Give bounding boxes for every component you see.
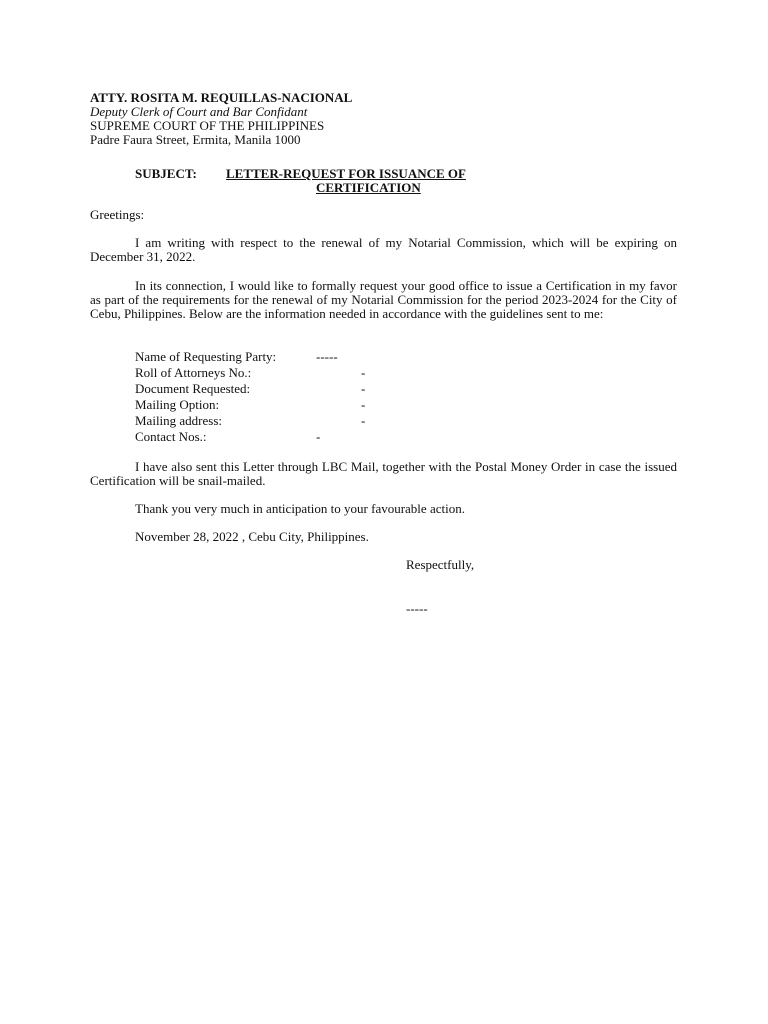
signature: -----: [406, 601, 428, 616]
subject-title-line2: CERTIFICATION: [316, 180, 421, 195]
field-value: -: [361, 397, 366, 412]
date-line: November 28, 2022 , Cebu City, Philippines.: [135, 529, 369, 544]
field-row: [135, 398, 435, 414]
field-value: -: [361, 365, 366, 380]
paragraph-lbc-mail: I have also sent this Letter through LBC Mail, together with the Postal Money Order in case the issued Certification will be snail-mailed.: [90, 459, 677, 488]
field-label: Mailing Option:: [135, 397, 220, 412]
field-row: [135, 414, 435, 430]
field-label: Mailing address:: [135, 413, 223, 428]
field-value: -: [316, 429, 321, 444]
field-label: Contact Nos.:: [135, 429, 207, 444]
recipient-position: Deputy Clerk of Court and Bar Confidant: [90, 104, 308, 119]
field-row: [135, 350, 435, 366]
field-value: -: [361, 413, 366, 428]
recipient-address: Padre Faura Street, Ermita, Manila 1000: [90, 132, 301, 147]
complimentary-close: Respectfully,: [406, 557, 475, 572]
paragraph-renewal: I am writing with respect to the renewal of my Notarial Commission, which will be expiring on December 31, 2022.: [90, 235, 677, 264]
subject-title-line1: LETTER-REQUEST FOR ISSUANCE OF: [226, 166, 466, 181]
recipient-name: ATTY. ROSITA M. REQUILLAS-NACIONAL: [90, 90, 353, 105]
recipient-block: [90, 91, 677, 147]
subject-label: SUBJECT:: [135, 166, 197, 181]
field-value: -----: [316, 349, 338, 364]
field-value: -: [361, 381, 366, 396]
field-row: [135, 382, 435, 398]
salutation: Greetings:: [90, 207, 145, 222]
paragraph-request: In its connection, I would like to formally request your good office to issue a Certification in my favor as part of the requirements for the renewal of my Notarial Commission for the period 2023-2024 for the City of Cebu, Philippines. Below are the information needed in accordance with the guidelines sent to me:: [90, 278, 677, 321]
field-label: Roll of Attorneys No.:: [135, 365, 252, 380]
thanks-line: Thank you very much in anticipation to your favourable action.: [135, 501, 465, 516]
field-label: Document Requested:: [135, 381, 251, 396]
field-row: [135, 366, 435, 382]
field-row: [135, 430, 435, 446]
recipient-office: SUPREME COURT OF THE PHILIPPINES: [90, 118, 325, 133]
information-list: [135, 350, 435, 446]
field-label: Name of Requesting Party:: [135, 349, 277, 364]
